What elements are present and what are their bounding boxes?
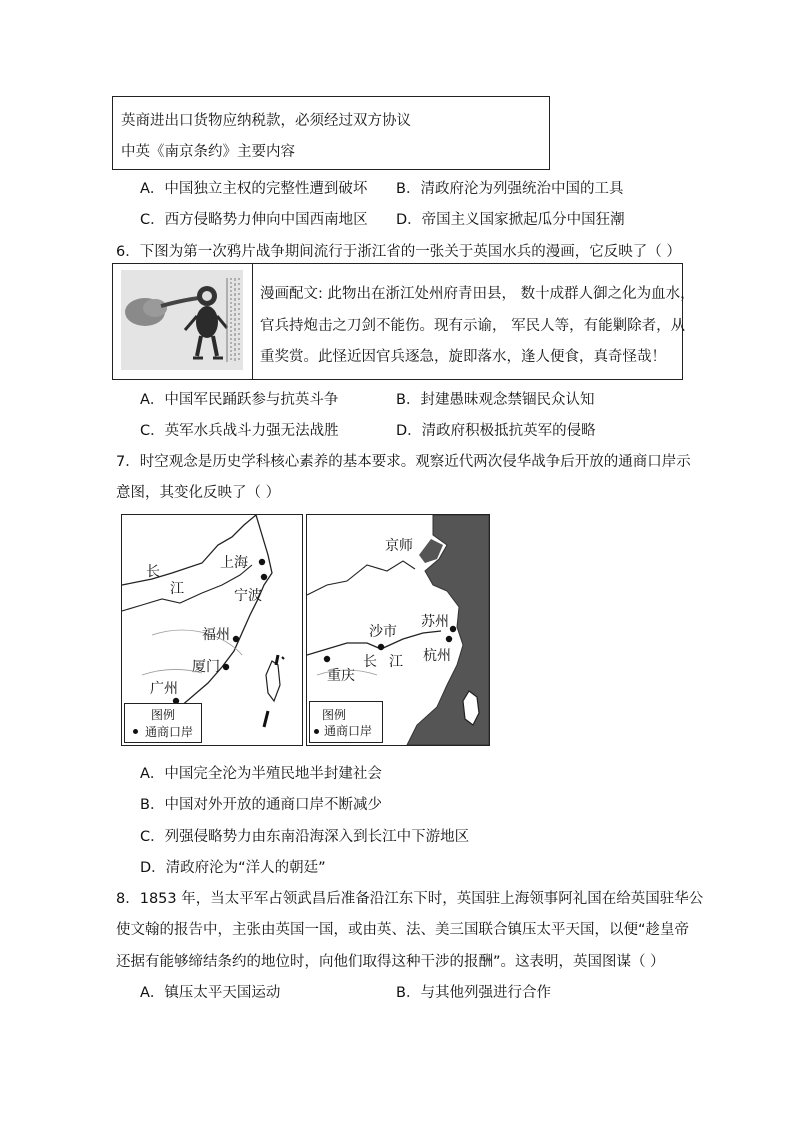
q6-caption-line3: 重奖赏。此怪近因官兵逐急，旋即落水，逢人便食，真奇怪哉！ (260, 349, 666, 365)
map2-legend-dot (314, 729, 319, 734)
map2-label-chang: 长 (363, 654, 377, 670)
map2-legend-item: 通商口岸 (324, 724, 373, 738)
map2-legend-title: 图例 (322, 708, 347, 722)
map1-legend-title: 图例 (151, 708, 176, 722)
q7-option-d[interactable]: D．清政府沦为“洋人的朝廷” (140, 860, 326, 876)
q6-cartoon-image (121, 270, 243, 370)
map1-label-guangzhou: 广州 (150, 681, 178, 697)
map2-label-suzhou: 苏州 (421, 614, 449, 630)
q7-option-c[interactable]: C．列强侵略势力由东南沿海深入到长江中下游地区 (140, 829, 470, 845)
q6-option-a[interactable]: A．中国军民踊跃参与抗英斗争 (140, 392, 339, 408)
q5-quote-line2: 中英《南京条约》主要内容 (121, 144, 295, 160)
q8-option-a[interactable]: A．镇压太平天国运动 (140, 985, 281, 1001)
q6-option-d[interactable]: D．清政府积极抵抗英军的侵略 (396, 423, 596, 439)
map1-label-jiang: 江 (170, 581, 184, 597)
map2-label-jingshi: 京师 (385, 538, 413, 554)
map1-legend-item: 通商口岸 (145, 725, 194, 739)
q5-quote-line1: 英商进出口货物应纳税款，必须经过双方协议 (121, 113, 411, 129)
q8-stem-line2: 使文翰的报告中，主张由英国一国，或由英、法、美三国联合镇压太平天国，以便“趁皇帝 (116, 922, 690, 938)
q6-cartoon-box (112, 263, 695, 380)
monster-cartoon-icon (121, 270, 243, 370)
q7-option-a[interactable]: A．中国完全沦为半殖民地半封建社会 (140, 766, 382, 782)
q5-option-d[interactable]: D．帝国主义国家掀起瓜分中国狂潮 (396, 212, 625, 228)
q6-caption-line1: 漫画配文: 此物出在浙江处州府青田县， 数十成群人御之化为血水， (260, 286, 695, 302)
q8-option-b[interactable]: B．与其他列强进行合作 (396, 985, 551, 1001)
map2-label-jiang: 江 (389, 654, 403, 670)
q7-stem-line2: 意图，其变化反映了（ ） (116, 485, 281, 501)
map1-label-xiamen: 厦门 (192, 659, 220, 675)
q5-option-a[interactable]: A．中国独立主权的完整性遭到破坏 (140, 181, 368, 197)
map-second-opium-war (306, 514, 490, 746)
q7-stem-line1: 7．时空观念是历史学科核心素养的基本要求。观察近代两次侵华战争后开放的通商口岸示 (116, 454, 691, 470)
q6-option-b[interactable]: B．封建愚昧观念禁锢民众认知 (396, 392, 595, 408)
map1-legend (124, 703, 202, 743)
map2-label-hangzhou: 杭州 (423, 648, 451, 664)
map1-legend-dot (133, 729, 138, 734)
map1-label-fuzhou: 福州 (202, 627, 230, 643)
q8-stem-line1: 8．1853 年，当太平军占领武昌后准备沿江东下时，英国驻上海领事阿礼国在给英国驻华公 (116, 891, 704, 907)
q6-cartoon-divider (252, 264, 253, 379)
map2-label-shashi: 沙市 (369, 624, 397, 640)
q5-option-b[interactable]: B．清政府沦为列强统治中国的工具 (396, 181, 624, 197)
map2-legend (309, 701, 383, 743)
q5-quote-box (112, 96, 550, 170)
q7-option-b[interactable]: B．中国对外开放的通商口岸不断减少 (140, 797, 382, 813)
map1-label-ningbo: 宁波 (234, 588, 262, 604)
q6-option-c[interactable]: C．英军水兵战斗力强无法战胜 (140, 423, 339, 439)
map2-label-chongqing: 重庆 (327, 668, 355, 684)
q5-option-c[interactable]: C．西方侵略势力伸向中国西南地区 (140, 212, 368, 228)
q6-caption-line2: 官兵持炮击之刀剑不能伤。现有示谕， 军民人等，有能剿除者，从 (260, 318, 686, 334)
map1-label-shanghai: 上海 (220, 555, 248, 571)
map-first-opium-war (121, 514, 303, 746)
q6-stem: 6．下图为第一次鸦片战争期间流行于浙江省的一张关于英国水兵的漫画，它反映了（ ） (116, 244, 681, 260)
q8-stem-line3: 还据有能够缔结条约的地位时，向他们取得这种干涉的报酬”。这表明，英国图谋（ ） (116, 954, 665, 970)
map1-label-chang: 长 (146, 564, 160, 580)
